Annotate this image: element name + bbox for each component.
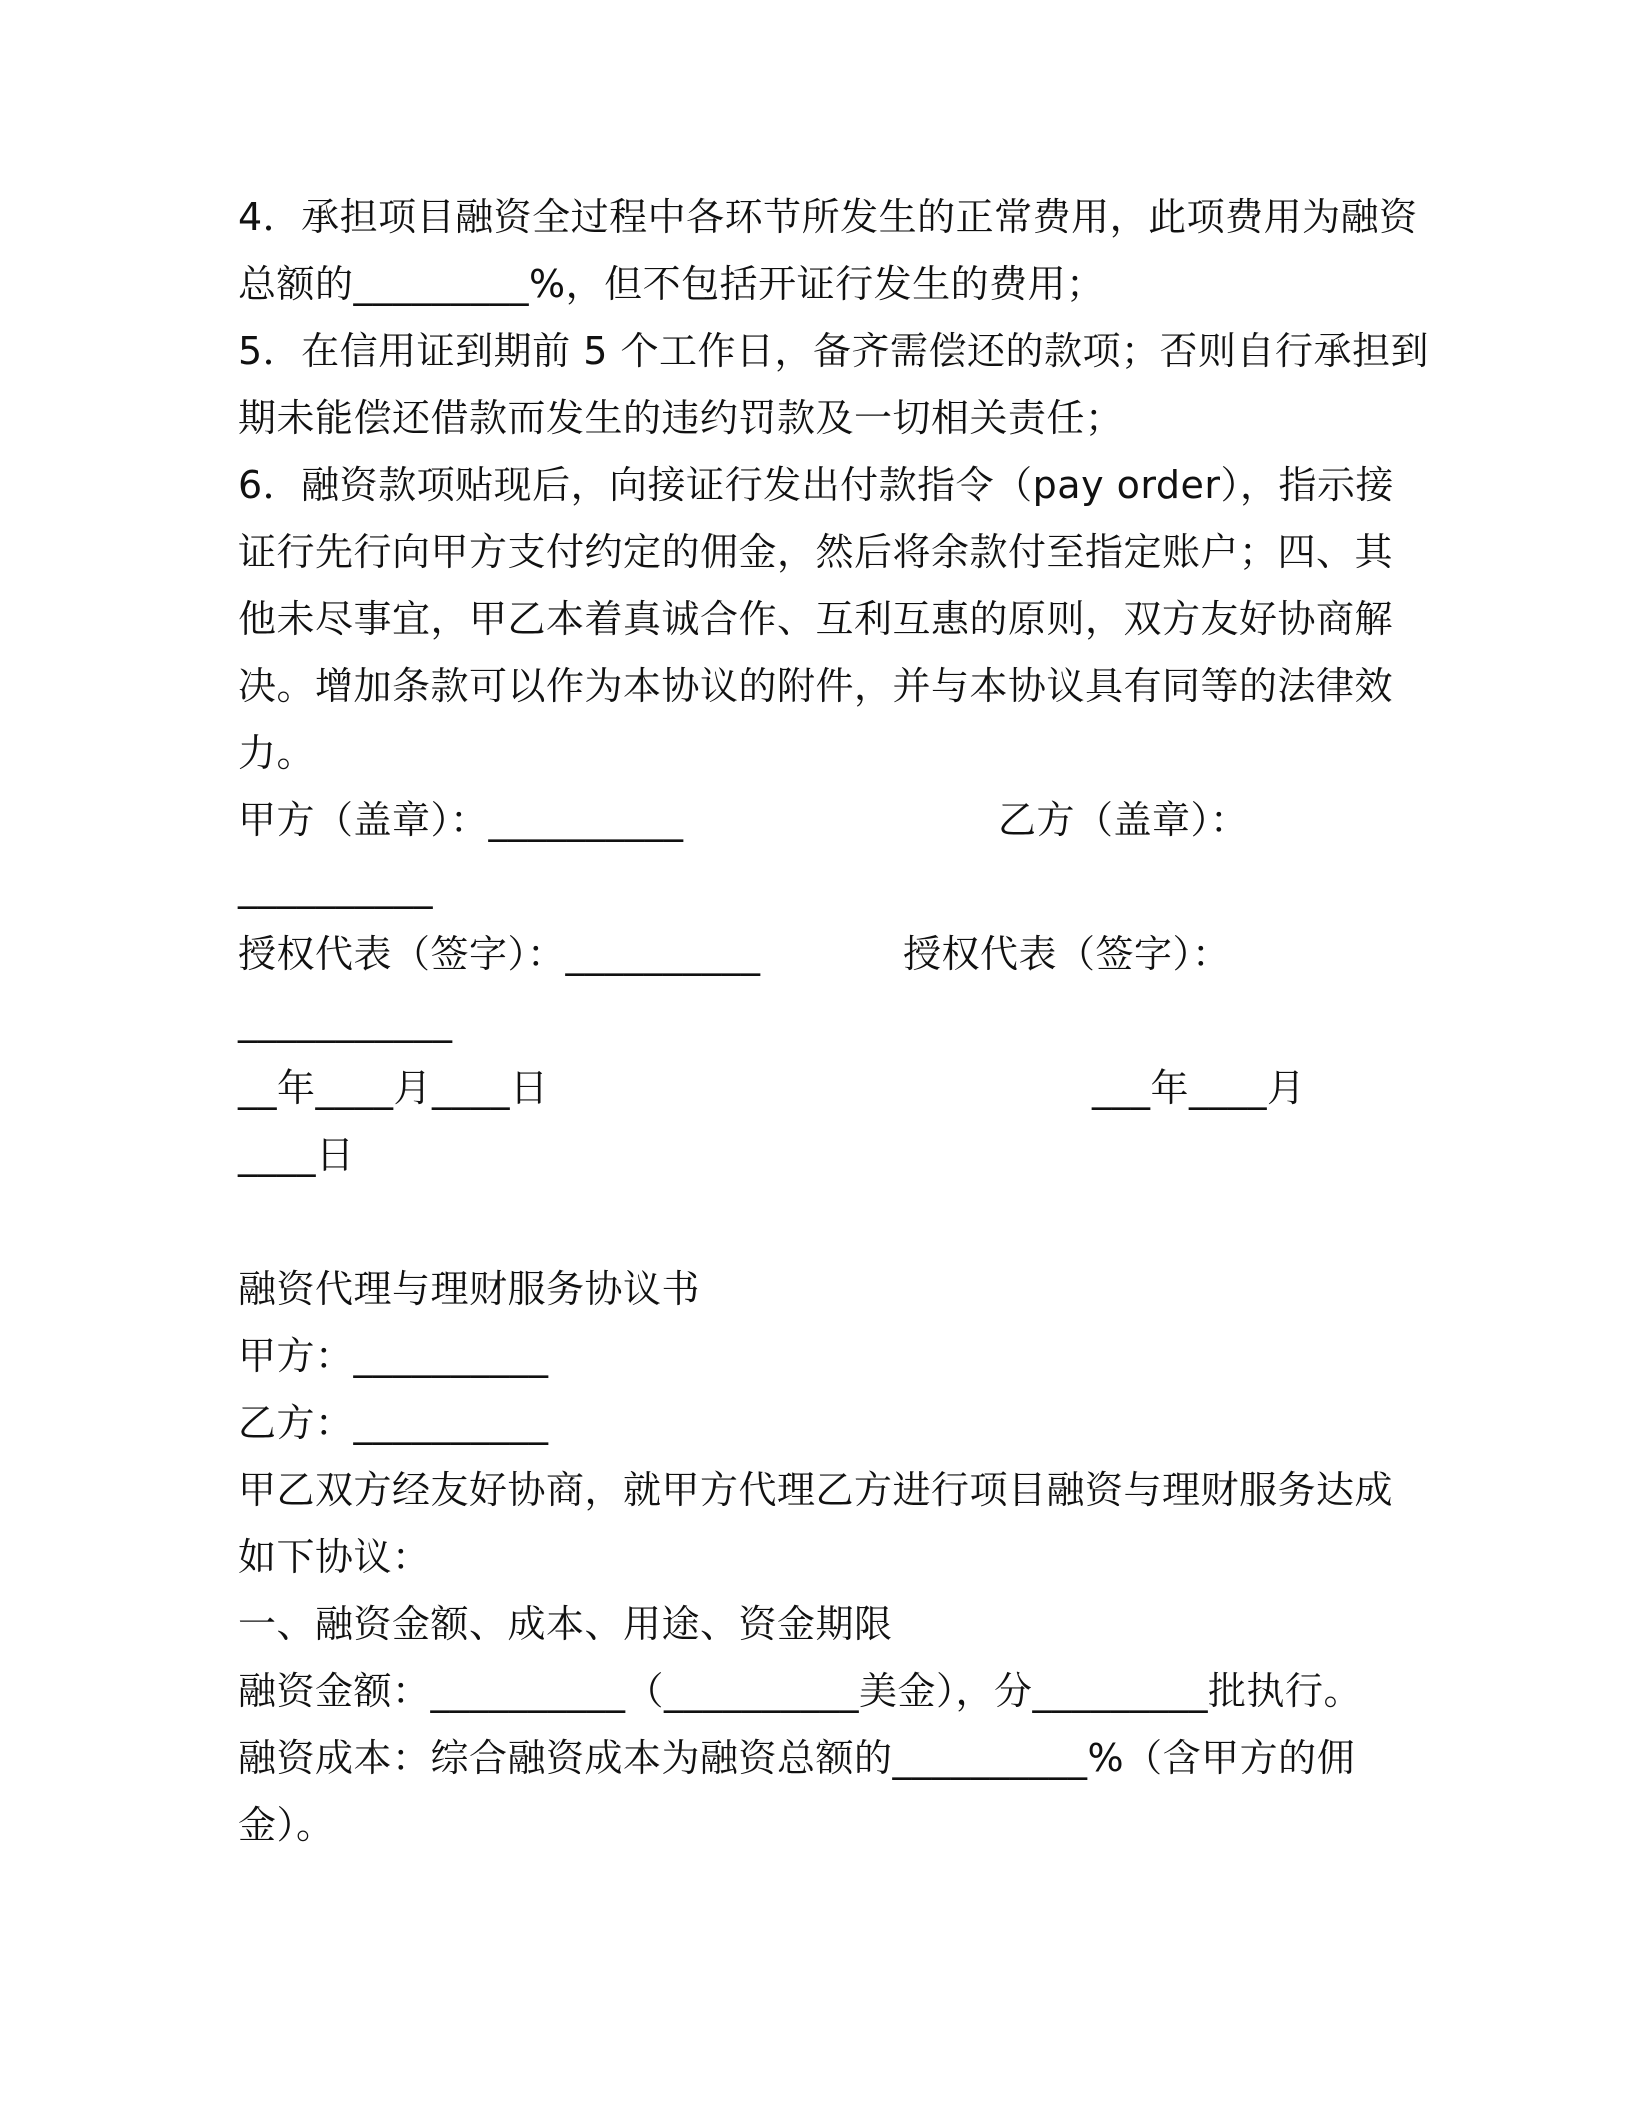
date-a: __年____月____日 [238, 1066, 549, 1110]
intro-line-1: 甲乙双方经友好协商，就甲方代理乙方进行项目融资与理财服务达成 [238, 1468, 1394, 1512]
section-1-heading: 一、融资金额、成本、用途、资金期限 [238, 1602, 893, 1646]
authorized-rep-b-blank: ___________ [238, 999, 453, 1043]
authorized-rep-a: 授权代表（签字）：__________ [238, 932, 761, 976]
party-b: 乙方：__________ [238, 1401, 549, 1445]
financing-cost-line-2: 金）。 [238, 1803, 335, 1847]
clause-6-line-2: 证行先行向甲方支付约定的佣金，然后将余款付至指定账户；四、其 [238, 530, 1394, 574]
party-a: 甲方：__________ [238, 1334, 549, 1378]
authorized-rep-b: 授权代表（签字）： [903, 932, 1231, 976]
clause-4-line-1: 4．承担项目融资全过程中各环节所发生的正常费用，此项费用为融资 [238, 195, 1418, 239]
clause-6-line-3: 他未尽事宜，甲乙本着真诚合作、互利互惠的原则，双方友好协商解 [238, 597, 1394, 641]
agreement-title: 融资代理与理财服务协议书 [238, 1267, 701, 1311]
clause-6-line-1: 6．融资款项贴现后，向接证行发出付款指令（pay order），指示接 [238, 463, 1394, 507]
financing-amount: 融资金额：__________（__________美金），分_________批执行。 [238, 1669, 1363, 1713]
party-b-seal-blank: __________ [238, 865, 433, 909]
clause-6-line-5: 力。 [238, 731, 316, 775]
clause-4-line-2: 总额的_________%，但不包括开证行发生的费用； [238, 262, 1105, 306]
date-b-day: ____日 [238, 1133, 355, 1177]
party-a-seal: 甲方（盖章）：__________ [238, 798, 684, 842]
clause-6-line-4: 决。增加条款可以作为本协议的附件，并与本协议具有同等的法律效 [238, 664, 1394, 708]
date-b: ___年____月 [1092, 1066, 1306, 1110]
clause-5-line-2: 期未能偿还借款而发生的违约罚款及一切相关责任； [238, 396, 1124, 440]
intro-line-2: 如下协议： [238, 1535, 431, 1579]
financing-cost-line-1: 融资成本：综合融资成本为融资总额的__________%（含甲方的佣 [238, 1736, 1356, 1780]
party-b-seal: 乙方（盖章）： [998, 798, 1249, 842]
clause-5-line-1: 5．在信用证到期前 5 个工作日，备齐需偿还的款项；否则自行承担到 [238, 329, 1430, 373]
